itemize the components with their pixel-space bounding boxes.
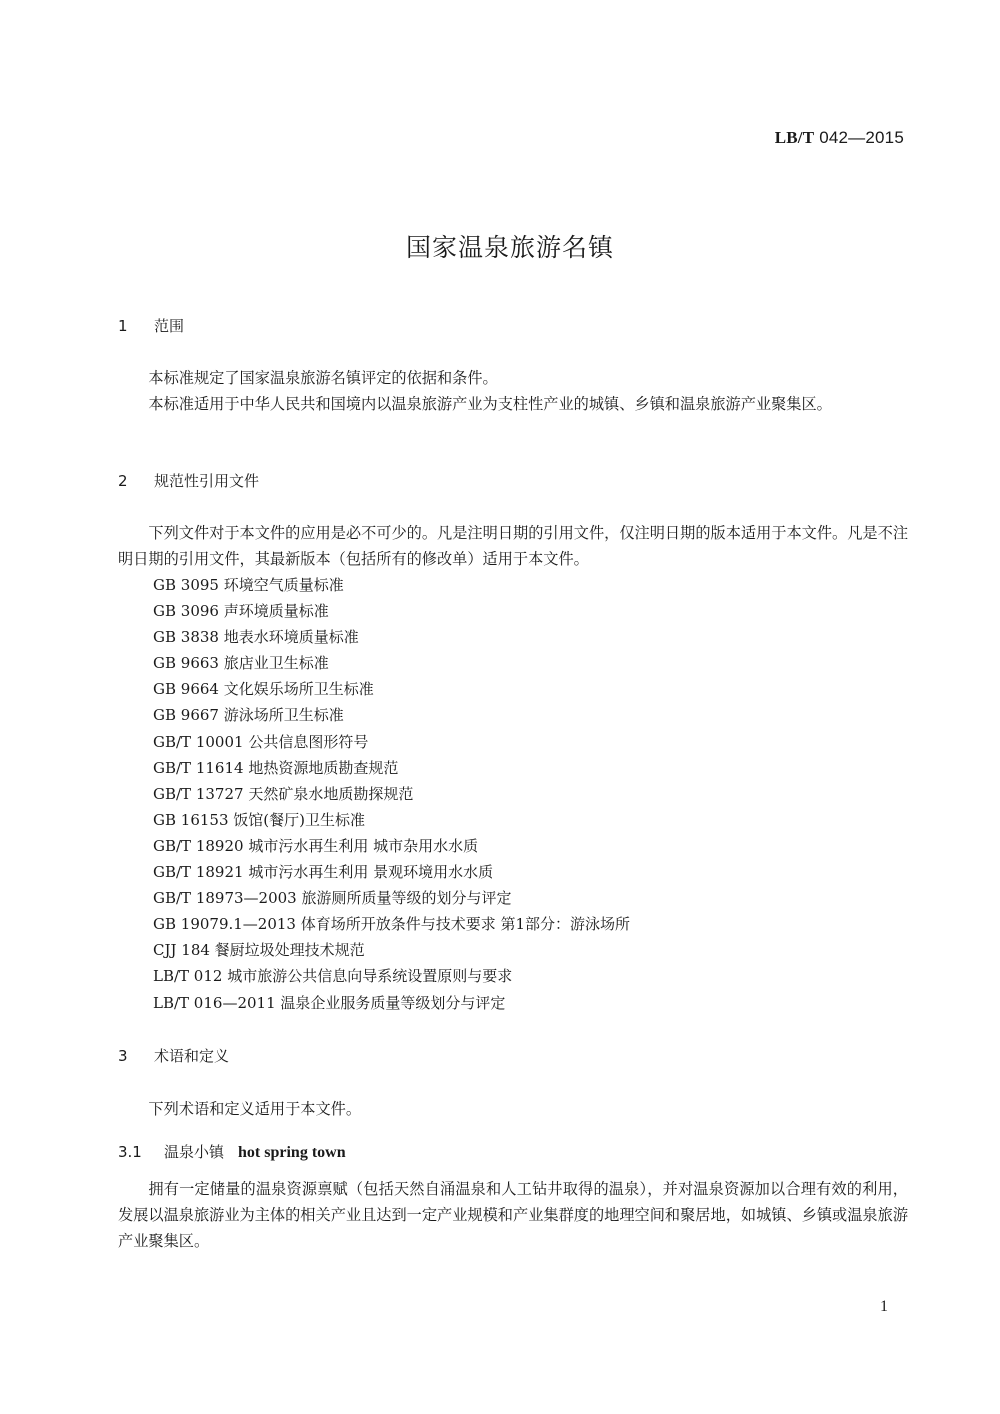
- section-2: [118, 470, 908, 492]
- section-1-body: [118, 365, 908, 417]
- paragraph: 下列术语和定义适用于本文件。: [148, 1100, 362, 1118]
- reference-item: LB/T 016—2011 温泉企业服务质量等级划分与评定: [153, 993, 506, 1012]
- reference-item: GB/T 13727 天然矿泉水地质勘探规范: [153, 784, 414, 803]
- section-3-body: [118, 1096, 908, 1122]
- section-title: 术语和定义: [154, 1047, 230, 1065]
- paragraph: 拥有一定储量的温泉资源禀赋（包括天然自涌温泉和人工钻井取得的温泉），并对温泉资源加以合理有效的利用，发展以温泉旅游业为主体的相关产业且达到一定产业规模和产业集群度的地理空间和聚居地，如城镇、乡镇或温泉旅游产业聚集区。: [118, 1180, 908, 1250]
- standard-code: [775, 128, 904, 148]
- section-2-body: [118, 520, 908, 572]
- term-title: 温泉小镇: [164, 1143, 225, 1161]
- reference-item: GB 19079.1—2013 体育场所开放条件与技术要求 第1部分：游泳场所: [153, 915, 631, 934]
- reference-item: GB 9664 文化娱乐场所卫生标准: [153, 680, 374, 699]
- paragraph: 下列文件对于本文件的应用是必不可少的。凡是注明日期的引用文件，仅注明日期的版本适用于本文件。凡是不注明日期的引用文件，其最新版本（包括所有的修改单）适用于本文件。: [118, 524, 908, 568]
- standard-code-prefix: LB/T: [774, 128, 815, 147]
- reference-item: GB 9663 旅店业卫生标准: [153, 654, 329, 673]
- section-title: 范围: [154, 317, 185, 335]
- section-2-heading: [118, 470, 908, 492]
- term-title-english: hot spring town: [238, 1144, 346, 1161]
- section-number: 3.1: [118, 1143, 142, 1161]
- reference-item: GB 3838 地表水环境质量标准: [153, 628, 359, 647]
- section-1: [118, 315, 908, 337]
- section-3: [118, 1045, 908, 1067]
- section-number: 2: [118, 472, 128, 490]
- section-number: 3: [118, 1047, 128, 1065]
- section-3-1: [118, 1141, 908, 1163]
- page-number: 1: [880, 1298, 888, 1315]
- document-title: 国家温泉旅游名镇: [405, 233, 614, 262]
- reference-item: GB/T 18921 城市污水再生利用 景观环境用水水质: [153, 863, 494, 882]
- reference-item: GB 3095 环境空气质量标准: [153, 576, 344, 594]
- standard-code-number: 042—2015: [819, 128, 904, 147]
- reference-item: CJJ 184 餐厨垃圾处理技术规范: [153, 941, 365, 960]
- reference-item: GB/T 11614 地热资源地质勘查规范: [153, 758, 399, 777]
- section-title: 规范性引用文件: [154, 472, 260, 490]
- reference-list: [153, 572, 630, 1016]
- section-3-1-heading: [118, 1141, 908, 1163]
- section-number: 1: [118, 317, 128, 335]
- section-3-1-body: [118, 1176, 908, 1254]
- reference-item: GB/T 18973—2003 旅游厕所质量等级的划分与评定: [153, 889, 512, 908]
- reference-item: GB/T 10001 公共信息图形符号: [153, 732, 369, 751]
- reference-item: GB 3096 声环境质量标准: [153, 602, 329, 621]
- paragraph: 本标准规定了国家温泉旅游名镇评定的依据和条件。: [148, 369, 498, 387]
- paragraph: 本标准适用于中华人民共和国境内以温泉旅游产业为支柱性产业的城镇、乡镇和温泉旅游产业聚集区。: [148, 395, 832, 413]
- section-3-heading: [118, 1045, 908, 1067]
- reference-item: GB 9667 游泳场所卫生标准: [153, 706, 344, 725]
- section-1-heading: [118, 315, 908, 337]
- reference-item: GB 16153 饭馆(餐厅)卫生标准: [153, 810, 365, 829]
- reference-item: LB/T 012 城市旅游公共信息向导系统设置原则与要求: [153, 967, 513, 986]
- reference-item: GB/T 18920 城市污水再生利用 城市杂用水水质: [153, 836, 479, 855]
